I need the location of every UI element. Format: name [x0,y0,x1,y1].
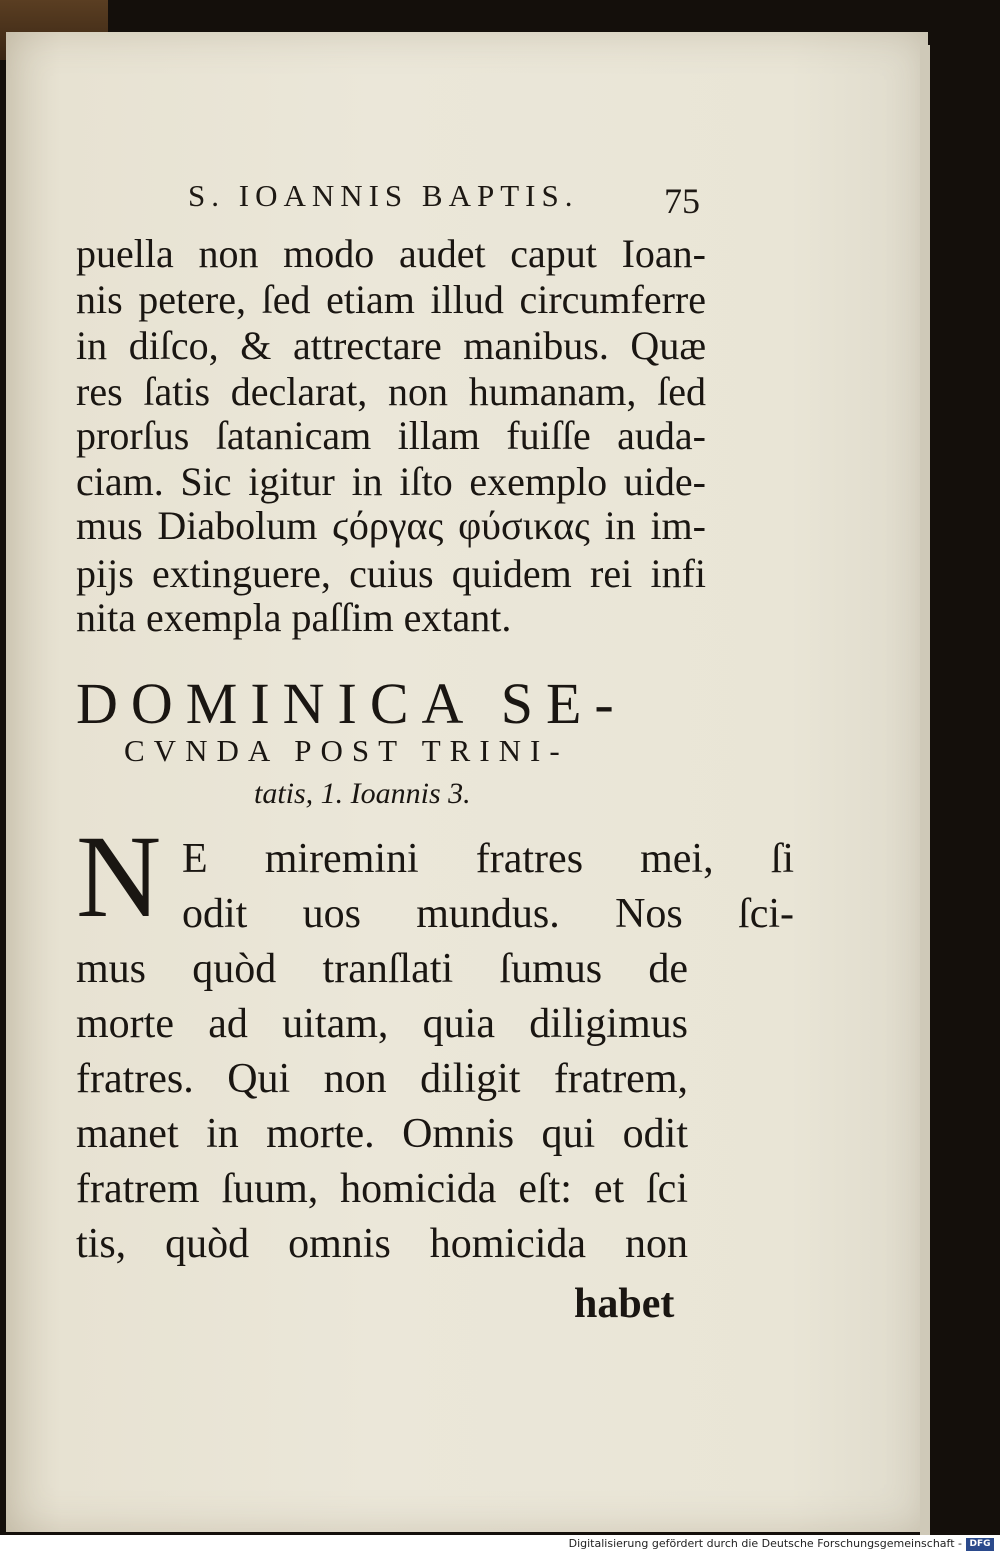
text-line: puella non modo audet caput Ioan- [76,231,706,276]
text-line: nita exempla paſſim extant. [76,595,512,640]
text-line: mus Diabolum ϛόργας φύσικας in im- [76,503,706,548]
text-line: prorſus ſatanicam illam fuiſſe auda- [76,413,706,458]
page-fore-edge [920,45,930,1535]
text-line: mus quòd tranſlati ſumus de [76,946,688,992]
dfg-logo: DFG [966,1538,994,1551]
drop-cap-initial: N [76,811,162,942]
text-line: morte ad uitam, quia diligimus [76,1001,688,1047]
section-heading: DOMINICA SE- [76,671,627,736]
scripture-reference: tatis, 1. Ioannis 3. [254,777,471,810]
text-line: odit uos mundus. Nos ſci- [182,891,794,937]
text-line: pijs extinguere, cuius quidem rei infi [76,551,706,596]
catchword: habet [574,1281,675,1327]
running-head: S. IOANNIS BAPTIS. [188,178,579,213]
digitization-credit: Digitalisierung gefördert durch die Deutsche Forschungsgemeinschaft - [568,1537,962,1550]
text-line: in diſco, & attrectare manibus. Quæ [76,323,706,368]
text-line: fratrem ſuum, homicida eſt: et ſci [76,1166,688,1212]
text-line: nis petere, ſed etiam illud circumferre [76,277,706,322]
text-line: E miremini fratres mei, ſi [182,836,794,882]
text-line: fratres. Qui non diligit fratrem, [76,1056,688,1102]
text-line: ciam. Sic igitur in iſto exemplo uide- [76,459,706,504]
section-subheading: CVNDA POST TRINI- [124,733,569,768]
text-line: tis, quòd omnis homicida non [76,1221,688,1267]
page-number: 75 [664,181,700,221]
text-line: res ſatis declarat, non humanam, ſed [76,369,706,414]
text-line: manet in morte. Omnis qui odit [76,1111,688,1157]
